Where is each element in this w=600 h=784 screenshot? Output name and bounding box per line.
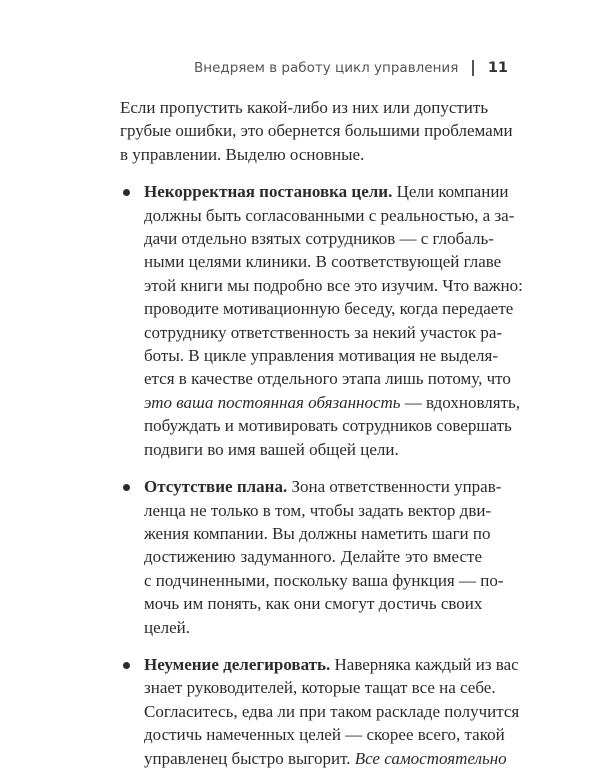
text-line: должны быть согласованными с реальностью, а за-	[144, 205, 515, 225]
bullet-heading: Неумение делегировать.	[144, 654, 331, 674]
bullet-item-incorrect-goal	[120, 180, 523, 461]
text-line	[144, 653, 519, 676]
text-line: с подчиненными, поскольку ваша функция — по-	[144, 570, 504, 590]
bullet-item-no-delegation	[120, 653, 520, 770]
text-line: ется в качестве отдельного этапа лишь потому, что	[144, 369, 511, 389]
text-line: знает руководителей, которые тащат все на себе.	[144, 678, 496, 698]
text-line	[144, 180, 509, 203]
text-line: подвиги во имя вашей общей цели.	[144, 439, 399, 459]
header-divider	[472, 60, 474, 76]
text-line	[144, 747, 507, 770]
text-line: ленца не только в том, чтобы задать вектор дви-	[144, 500, 492, 520]
page-number: 11	[487, 60, 508, 76]
chapter-title: Внедряем в работу цикл управления	[193, 60, 459, 76]
bullet-icon	[123, 189, 130, 196]
italic-emphasis: Все самостоятельно	[354, 748, 507, 768]
text-line	[144, 391, 520, 414]
bullet-heading: Некорректная постановка цели.	[144, 182, 393, 202]
text-line	[144, 475, 502, 498]
bullet-text: Наверняка каждый из вас	[330, 654, 519, 674]
page-body	[120, 96, 523, 784]
text-line: достижению задуманного. Делайте это вместе	[144, 547, 482, 567]
text-line: Если пропустить какой-либо из них или допустить	[120, 98, 489, 117]
bullet-icon	[123, 662, 130, 669]
intro-paragraph	[120, 96, 513, 166]
running-header	[194, 60, 508, 76]
text-line: жения компании. Вы должны наметить шаги по	[144, 523, 491, 543]
bullet-icon	[123, 484, 130, 491]
bullet-text: Цели компании	[392, 182, 509, 202]
bullet-text: — вдохновлять,	[400, 392, 520, 412]
text-line: Согласитесь, едва ли при таком раскладе получится	[144, 701, 520, 721]
bullet-item-no-plan	[120, 475, 504, 639]
bullet-text: Зона ответственности управ-	[287, 477, 502, 497]
text-line: проводите мотивационную беседу, когда передаете	[144, 299, 514, 319]
text-line: этой книги мы подробно все это изучим. Что важно:	[144, 275, 523, 295]
text-line: боты. В цикле управления мотивация не выделя-	[144, 346, 499, 366]
text-line: дачи отдельно взятых сотрудников — с глобаль-	[144, 229, 494, 249]
text-line: достичь намеченных целей — скорее всего, такой	[144, 725, 505, 745]
text-line: грубые ошибки, это обернется большими проблемами	[120, 121, 513, 141]
text-line: ными целями клиники. В соответствующей главе	[144, 252, 502, 272]
text-line: мочь им понять, как они смогут достичь своих	[144, 594, 483, 614]
bullet-text: управленец быстро выгорит.	[144, 748, 355, 768]
text-line: сотруднику ответственность за некий участок ра-	[144, 322, 503, 342]
italic-emphasis: это ваша постоянная обязанность	[144, 392, 401, 412]
bullet-heading: Отсутствие плана.	[144, 477, 288, 497]
text-line: в управлении. Выделю основные.	[120, 144, 365, 164]
text-line: побуждать и мотивировать сотрудников совершать	[144, 416, 512, 436]
text-line: целей.	[144, 617, 191, 637]
